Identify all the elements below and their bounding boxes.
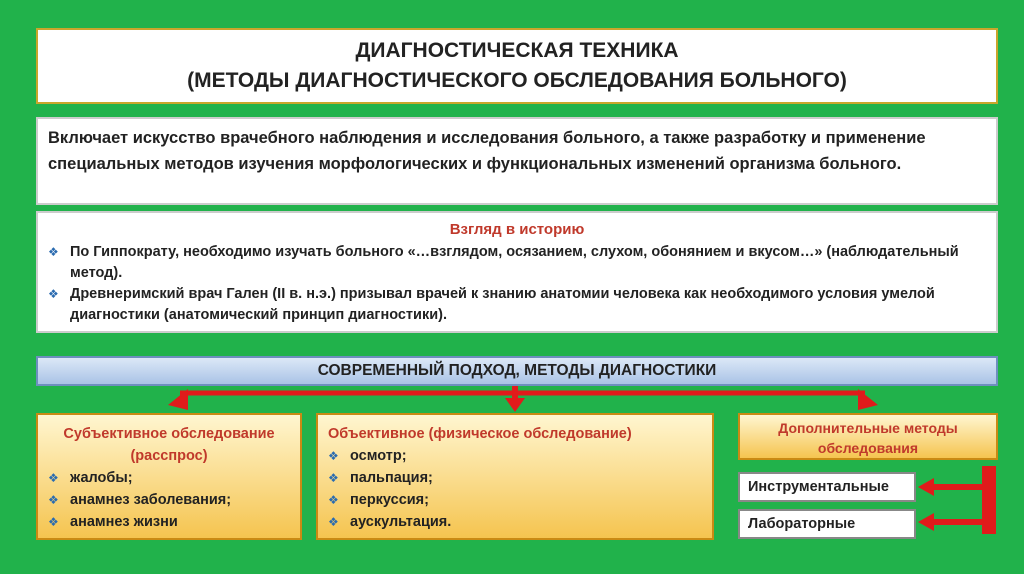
diamond-bullet-icon: ❖	[48, 515, 59, 529]
laboratory-box	[738, 509, 916, 539]
arrow-instrumental-head	[918, 478, 934, 496]
side-bracket	[982, 466, 996, 534]
list-item-text: аускультация.	[350, 514, 452, 530]
modern-approach-label: СОВРЕМЕННЫЙ ПОДХОД, МЕТОДЫ ДИАГНОСТИКИ	[317, 362, 717, 379]
objective-title: Объективное (физическое обследование)	[328, 426, 632, 442]
arrow-right-head	[858, 389, 878, 410]
arrow-laboratory-head	[918, 513, 934, 531]
diamond-bullet-icon: ❖	[328, 515, 339, 529]
objective-exam-box	[316, 413, 714, 540]
arrow-left-head	[168, 389, 188, 410]
list-item-text: осмотр;	[350, 448, 407, 464]
additional-methods-title: Дополнительные методы обследования	[778, 420, 958, 456]
list-item-text: перкуссия;	[350, 492, 429, 508]
additional-methods-box	[738, 413, 998, 460]
arrow-center-head	[505, 398, 525, 412]
intro-text: Включает искусство врачебного наблюдения и исследования больного, а также разработку и применение специальных методов изучения морфологических и функциональных изменений организма больного.	[48, 129, 926, 173]
laboratory-label: Лабораторные	[748, 516, 856, 532]
list-item	[328, 445, 702, 467]
diamond-bullet-icon: ❖	[328, 449, 339, 463]
diamond-bullet-icon: ❖	[48, 471, 59, 485]
list-item-text: жалобы;	[70, 470, 133, 486]
subjective-title: Субъективное обследование (расспрос)	[63, 426, 275, 464]
diamond-bullet-icon: ❖	[48, 287, 59, 301]
list-item	[328, 489, 702, 511]
list-item-text: анамнез заболевания;	[70, 492, 232, 508]
history-item-text: По Гиппократу, необходимо изучать больного «…взглядом, осязанием, слухом, обонянием и вкусом…» (наблюдательный метод).	[70, 244, 959, 281]
list-item	[48, 489, 290, 511]
list-item	[328, 511, 702, 533]
title-line-2: (МЕТОДЫ ДИАГНОСТИЧЕСКОГО ОБСЛЕДОВАНИЯ БОЛЬНОГО)	[187, 69, 847, 92]
list-item-text: анамнез жизни	[70, 514, 178, 530]
history-item-text: Древнеримский врач Гален (II в. н.э.) призывал врачей к знанию анатомии человека как необходимого условия умелой диагностики (анатомический принцип диагностики).	[70, 286, 935, 323]
list-item	[48, 467, 290, 489]
diamond-bullet-icon: ❖	[48, 493, 59, 507]
subjective-exam-box	[36, 413, 302, 540]
diamond-bullet-icon: ❖	[48, 245, 59, 259]
history-title: Взгляд в историю	[449, 221, 585, 238]
diamond-bullet-icon: ❖	[328, 493, 339, 507]
title-line-1: ДИАГНОСТИЧЕСКАЯ ТЕХНИКА	[355, 39, 679, 62]
diamond-bullet-icon: ❖	[328, 471, 339, 485]
instrumental-label: Инструментальные	[748, 479, 889, 495]
instrumental-box	[738, 472, 916, 502]
list-item-text: пальпация;	[350, 470, 433, 486]
list-item	[328, 467, 702, 489]
list-item	[48, 511, 290, 533]
